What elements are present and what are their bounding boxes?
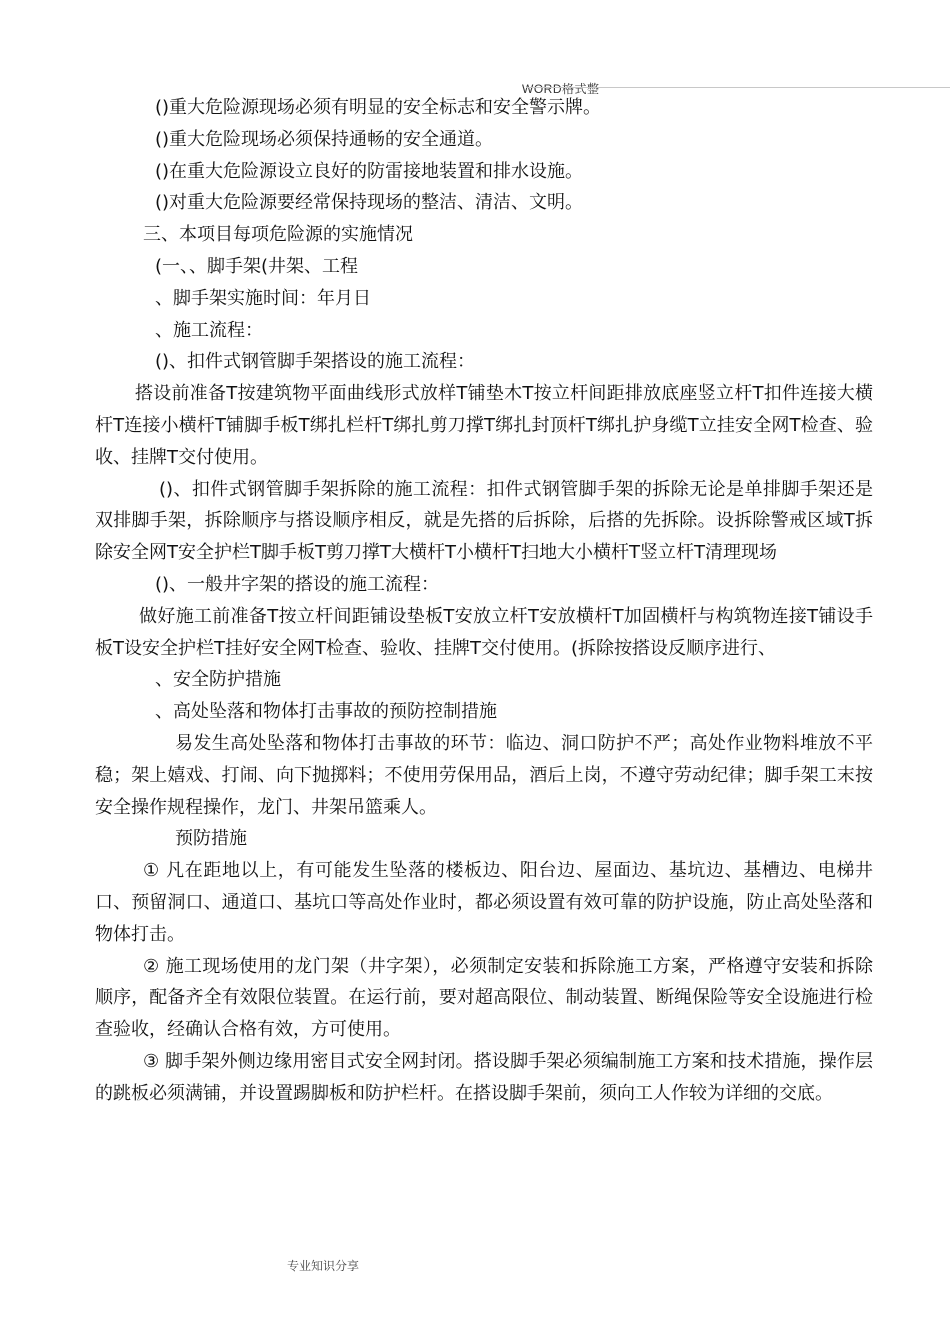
paragraph: 、安全防护措施 (155, 669, 281, 691)
paragraph: ()重大危险源现场必须有明显的安全标志和安全警示牌。 (155, 97, 602, 118)
paragraph: ()、扣件式钢管脚手架搭设的施工流程： (155, 351, 476, 373)
paragraph: (一、、脚手架(井架、工程 (155, 255, 359, 277)
paragraph: ()对重大危险源要经常保持现场的整洁、清洁、文明。 (155, 192, 584, 214)
footer-text: 专业知识分享 (287, 1259, 360, 1273)
header-rule (526, 87, 950, 88)
paragraph: 三、本项目每项危险源的实施情况 (143, 224, 413, 246)
paragraph: ② 施工现场使用的龙门架（井字架），必须制定安装和拆除施工方案，严格遵守安装和拆除顺序，配备齐全有效限位装置。在运行前，要对超高限位、制动装置、断绳保险等安全设施进行检查验收，经确认合格有效，方可使用。 (95, 955, 873, 1041)
paragraph: ()在重大危险源设立良好的防雷接地装置和排水设施。 (155, 160, 584, 182)
document-body (95, 92, 873, 1110)
paragraph: 、脚手架实施时间：年月日 (155, 287, 371, 309)
paragraph: 做好施工前准备T按立杆间距铺设垫板T安放立杆T安放横杆T加固横杆与构筑物连接T铺设手板T设安全护栏T挂好安全网T检查、验收、挂牌T交付使用。(拆除按搭设反顺序进行、 (95, 605, 873, 659)
paragraph: 预防措施 (175, 828, 247, 850)
paragraph: ()、扣件式钢管脚手架拆除的施工流程：扣件式钢管脚手架的拆除无论是单排脚手架还是双排脚手架，拆除顺序与搭设顺序相反，就是先搭的后拆除，后搭的先拆除。设拆除警戒区域T拆除安全网T安全护栏T脚手板T剪刀撑T大横杆T小横杆T扫地大小横杆T竖立杆T清理现场 (95, 478, 873, 564)
paragraph: 、高处坠落和物体打击事故的预防控制措施 (155, 701, 497, 723)
paragraph: 、施工流程： (155, 319, 263, 341)
paragraph: 易发生高处坠落和物体打击事故的环节：临边、洞口防护不严；高处作业物料堆放不平稳；架上嬉戏、打闹、向下抛掷料；不使用劳保用品，酒后上岗，不遵守劳动纪律；脚手架工末按安全操作规程操作，龙门、井架吊篮乘人。 (95, 732, 873, 818)
paragraph: ① 凡在距地以上，有可能发生坠落的楼板边、阳台边、屋面边、基坑边、基槽边、电梯井口、预留洞口、通道口、基坑口等高处作业时，都必须设置有效可靠的防护设施，防止高处坠落和物体打击。 (95, 860, 873, 945)
paragraph: 搭设前准备T按建筑物平面曲线形式放样T铺垫木T按立杆间距排放底座竖立杆T扣件连接大横杆T连接小横杆T铺脚手板T绑扎栏杆T绑扎剪刀撑T绑扎封顶杆T绑扎护身缆T立挂安全网T检查、验收、挂牌T交付使用。 (95, 383, 873, 468)
header-text: WORD格式整 (522, 82, 600, 96)
paragraph: ()重大危险现场必须保持通畅的安全通道。 (155, 128, 494, 150)
paragraph: ()、一般井字架的搭设的施工流程： (155, 573, 440, 595)
paragraph: ③ 脚手架外侧边缘用密目式安全网封闭。搭设脚手架必须编制施工方案和技术措施，操作层的跳板必须满铺，并设置踢脚板和防护栏杆。在搭设脚手架前，须向工人作较为详细的交底。 (95, 1050, 873, 1104)
